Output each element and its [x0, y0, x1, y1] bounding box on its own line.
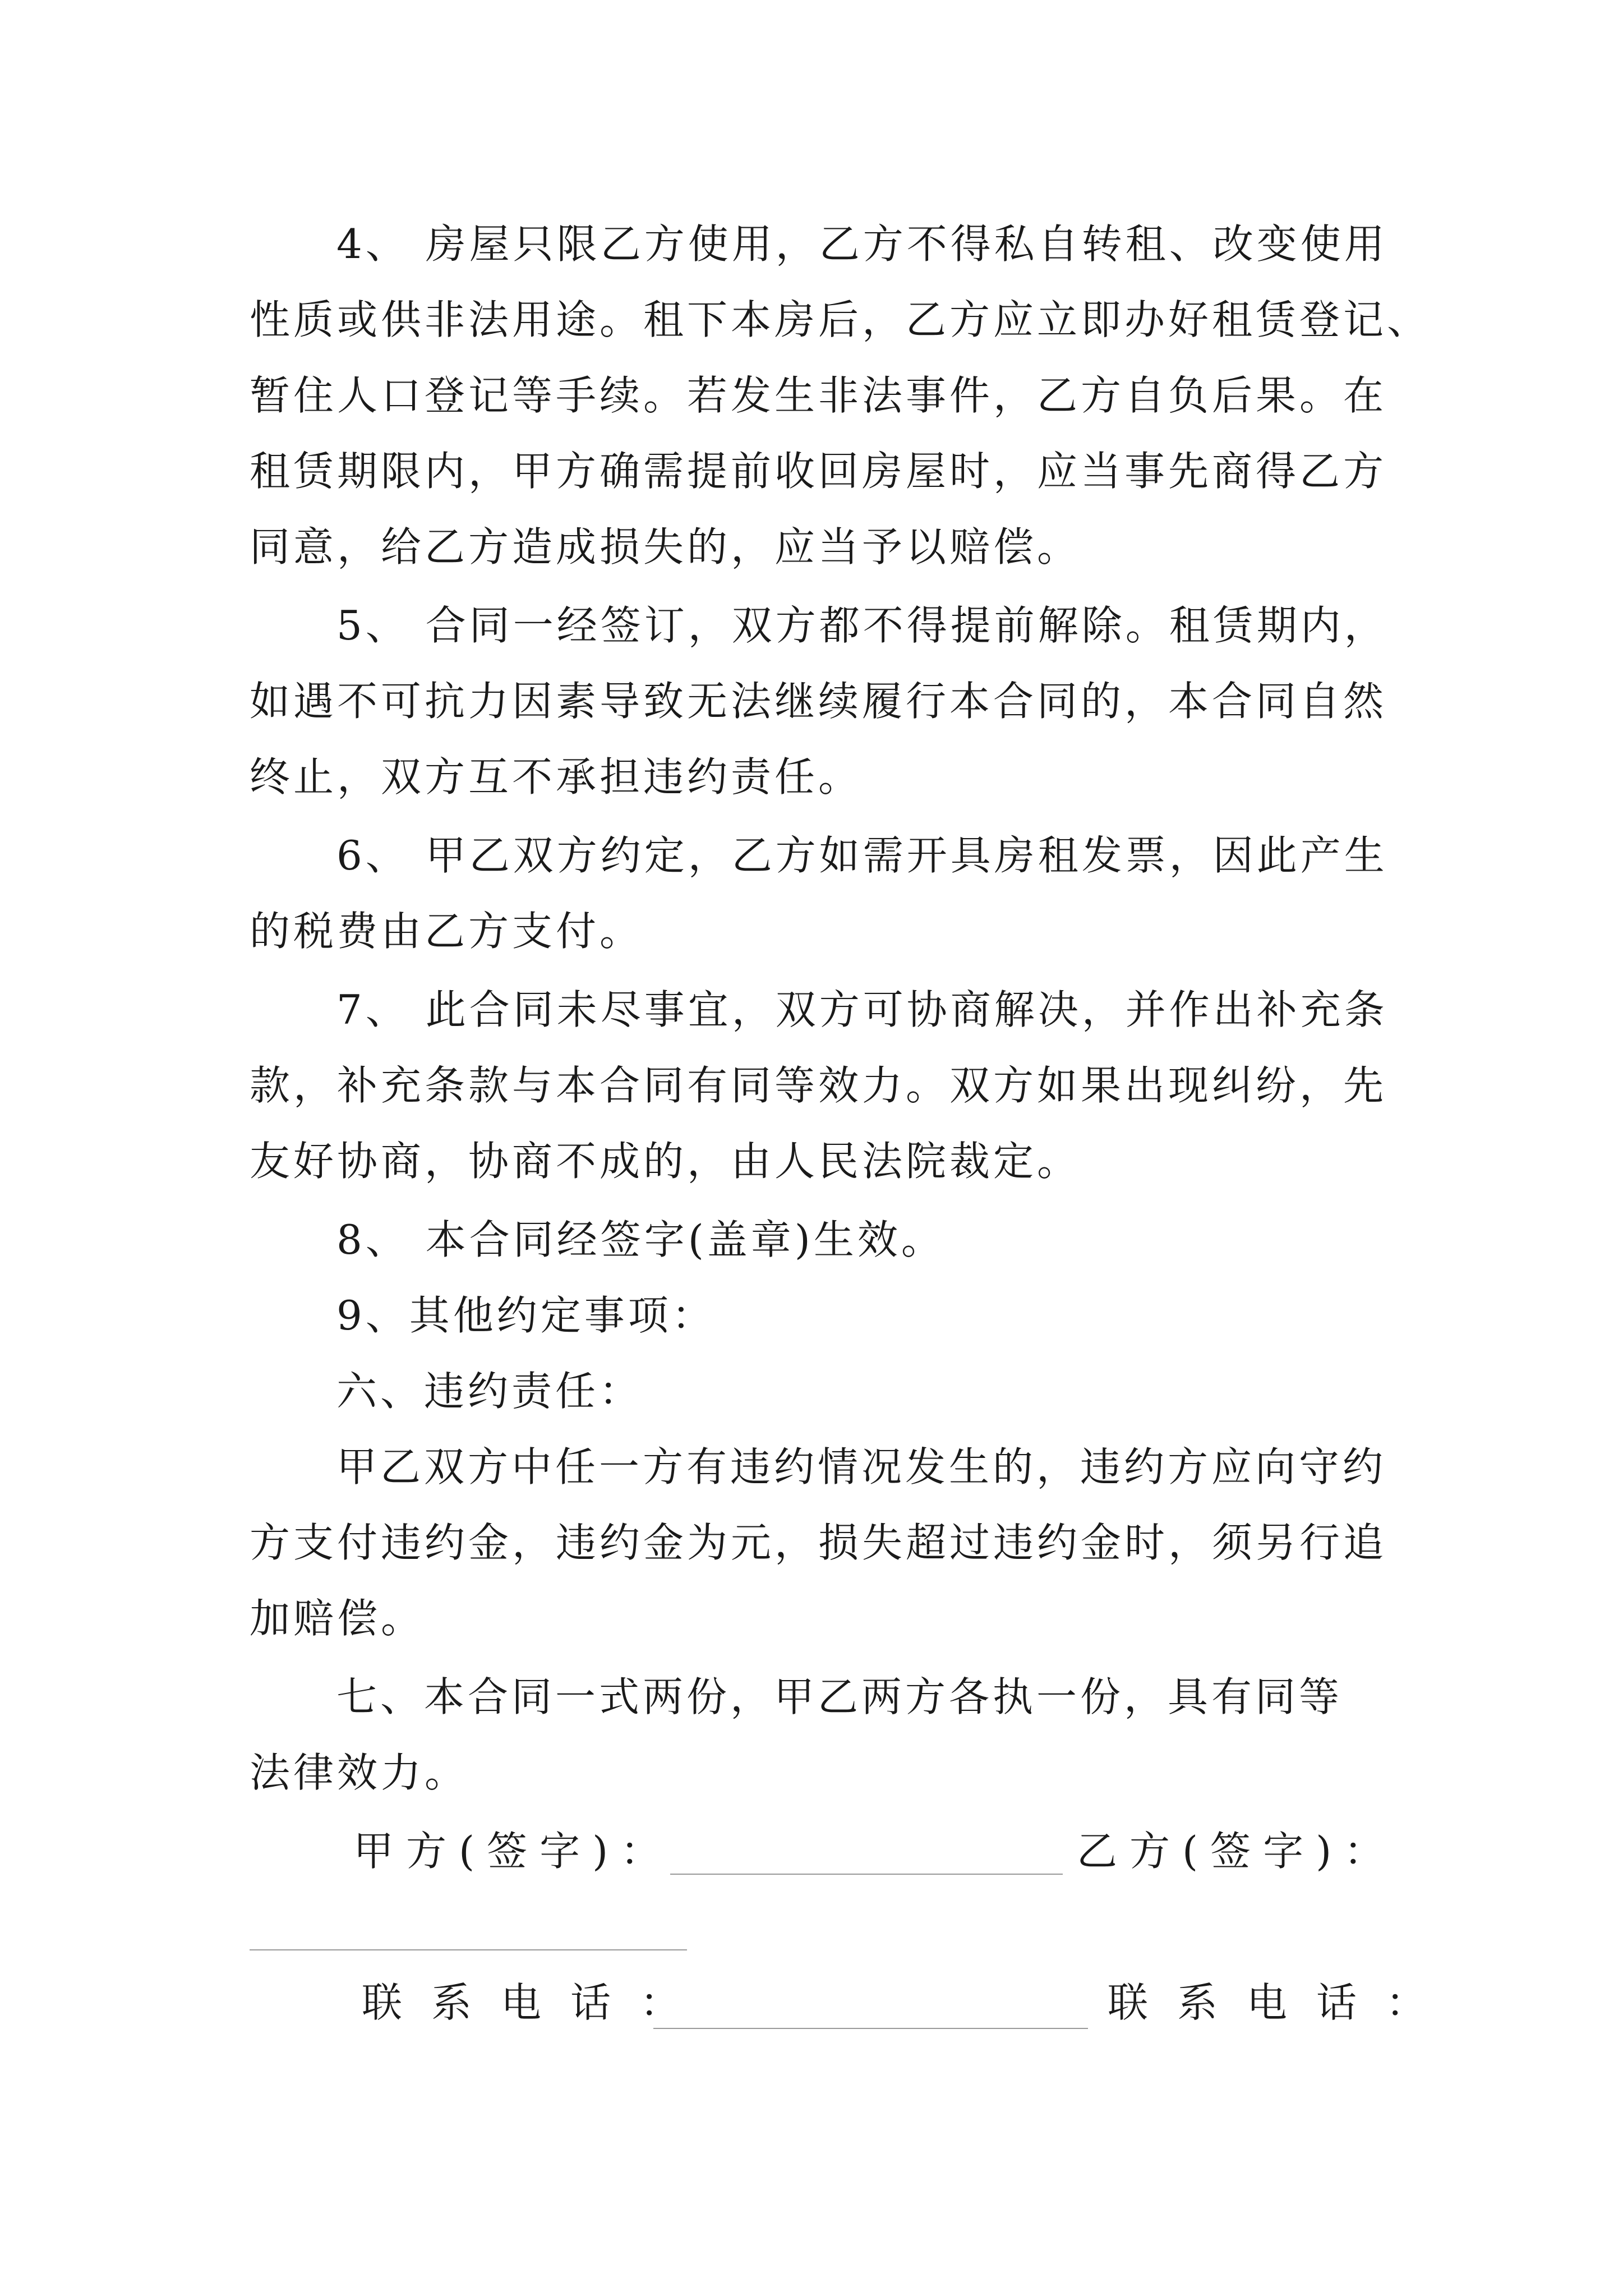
party-b-phone-label: 联系电话： — [1108, 1979, 1456, 2026]
party-b-signature-label: 乙方(签字)： — [1077, 1828, 1397, 1875]
clause-6-line-2: 的税费由乙方支付。 — [250, 908, 644, 955]
clause-7-line-2: 款，补充条款与本合同有同等效力。双方如果出现纠纷，先 — [250, 1062, 1387, 1109]
section-6-line-1: 甲乙双方中任一方有违约情况发生的，违约方应向守约 — [336, 1443, 1387, 1490]
party-a-signature-label: 甲方(签字)： — [353, 1828, 674, 1875]
clause-5-line-3: 终止，双方互不承担违约责任。 — [250, 753, 863, 800]
section-6-line-2: 方支付违约金，违约金为元，损失超过违约金时，须另行追 — [250, 1519, 1387, 1566]
party-b-signature-blank — [250, 1949, 687, 1950]
clause-4-line-5: 同意，给乙方造成损失的，应当予以赔偿。 — [250, 523, 1081, 570]
clause-9: 9、其他约定事项： — [336, 1292, 716, 1339]
party-a-phone-label: 联系电话： — [362, 1979, 710, 2026]
party-a-phone-blank — [653, 2028, 1088, 2029]
clause-5-line-1: 5、 合同一经签订，双方都不得提前解除。租赁期内， — [336, 602, 1388, 649]
clause-4-line-3: 暂住人口登记等手续。若发生非法事件，乙方自负后果。在 — [250, 372, 1387, 419]
clause-7-line-1: 7、 此合同未尽事宜，双方可协商解决，并作出补充条 — [336, 986, 1388, 1033]
section-6-line-3: 加赔偿。 — [250, 1595, 425, 1642]
clause-4-line-4: 租赁期限内，甲方确需提前收回房屋时，应当事先商得乙方 — [250, 448, 1387, 495]
section-6-heading: 六、违约责任： — [336, 1368, 643, 1415]
clause-6-line-1: 6、 甲乙双方约定，乙方如需开具房租发票，因此产生 — [336, 832, 1388, 879]
clause-7-line-3: 友好协商，协商不成的，由人民法院裁定。 — [250, 1138, 1081, 1185]
clause-5-line-2: 如遇不可抗力因素导致无法继续履行本合同的，本合同自然 — [250, 678, 1387, 725]
section-7-line-2: 法律效力。 — [250, 1749, 469, 1796]
section-7-line-1: 七、本合同一式两份，甲乙两方各执一份，具有同等 — [336, 1673, 1343, 1720]
clause-4-line-1: 4、 房屋只限乙方使用，乙方不得私自转租、改变使用 — [336, 220, 1388, 268]
clause-4-line-2: 性质或供非法用途。租下本房后，乙方应立即办好租赁登记、 — [250, 296, 1431, 343]
clause-8: 8、 本合同经签字(盖章)生效。 — [336, 1216, 945, 1263]
party-a-signature-blank — [670, 1874, 1063, 1875]
